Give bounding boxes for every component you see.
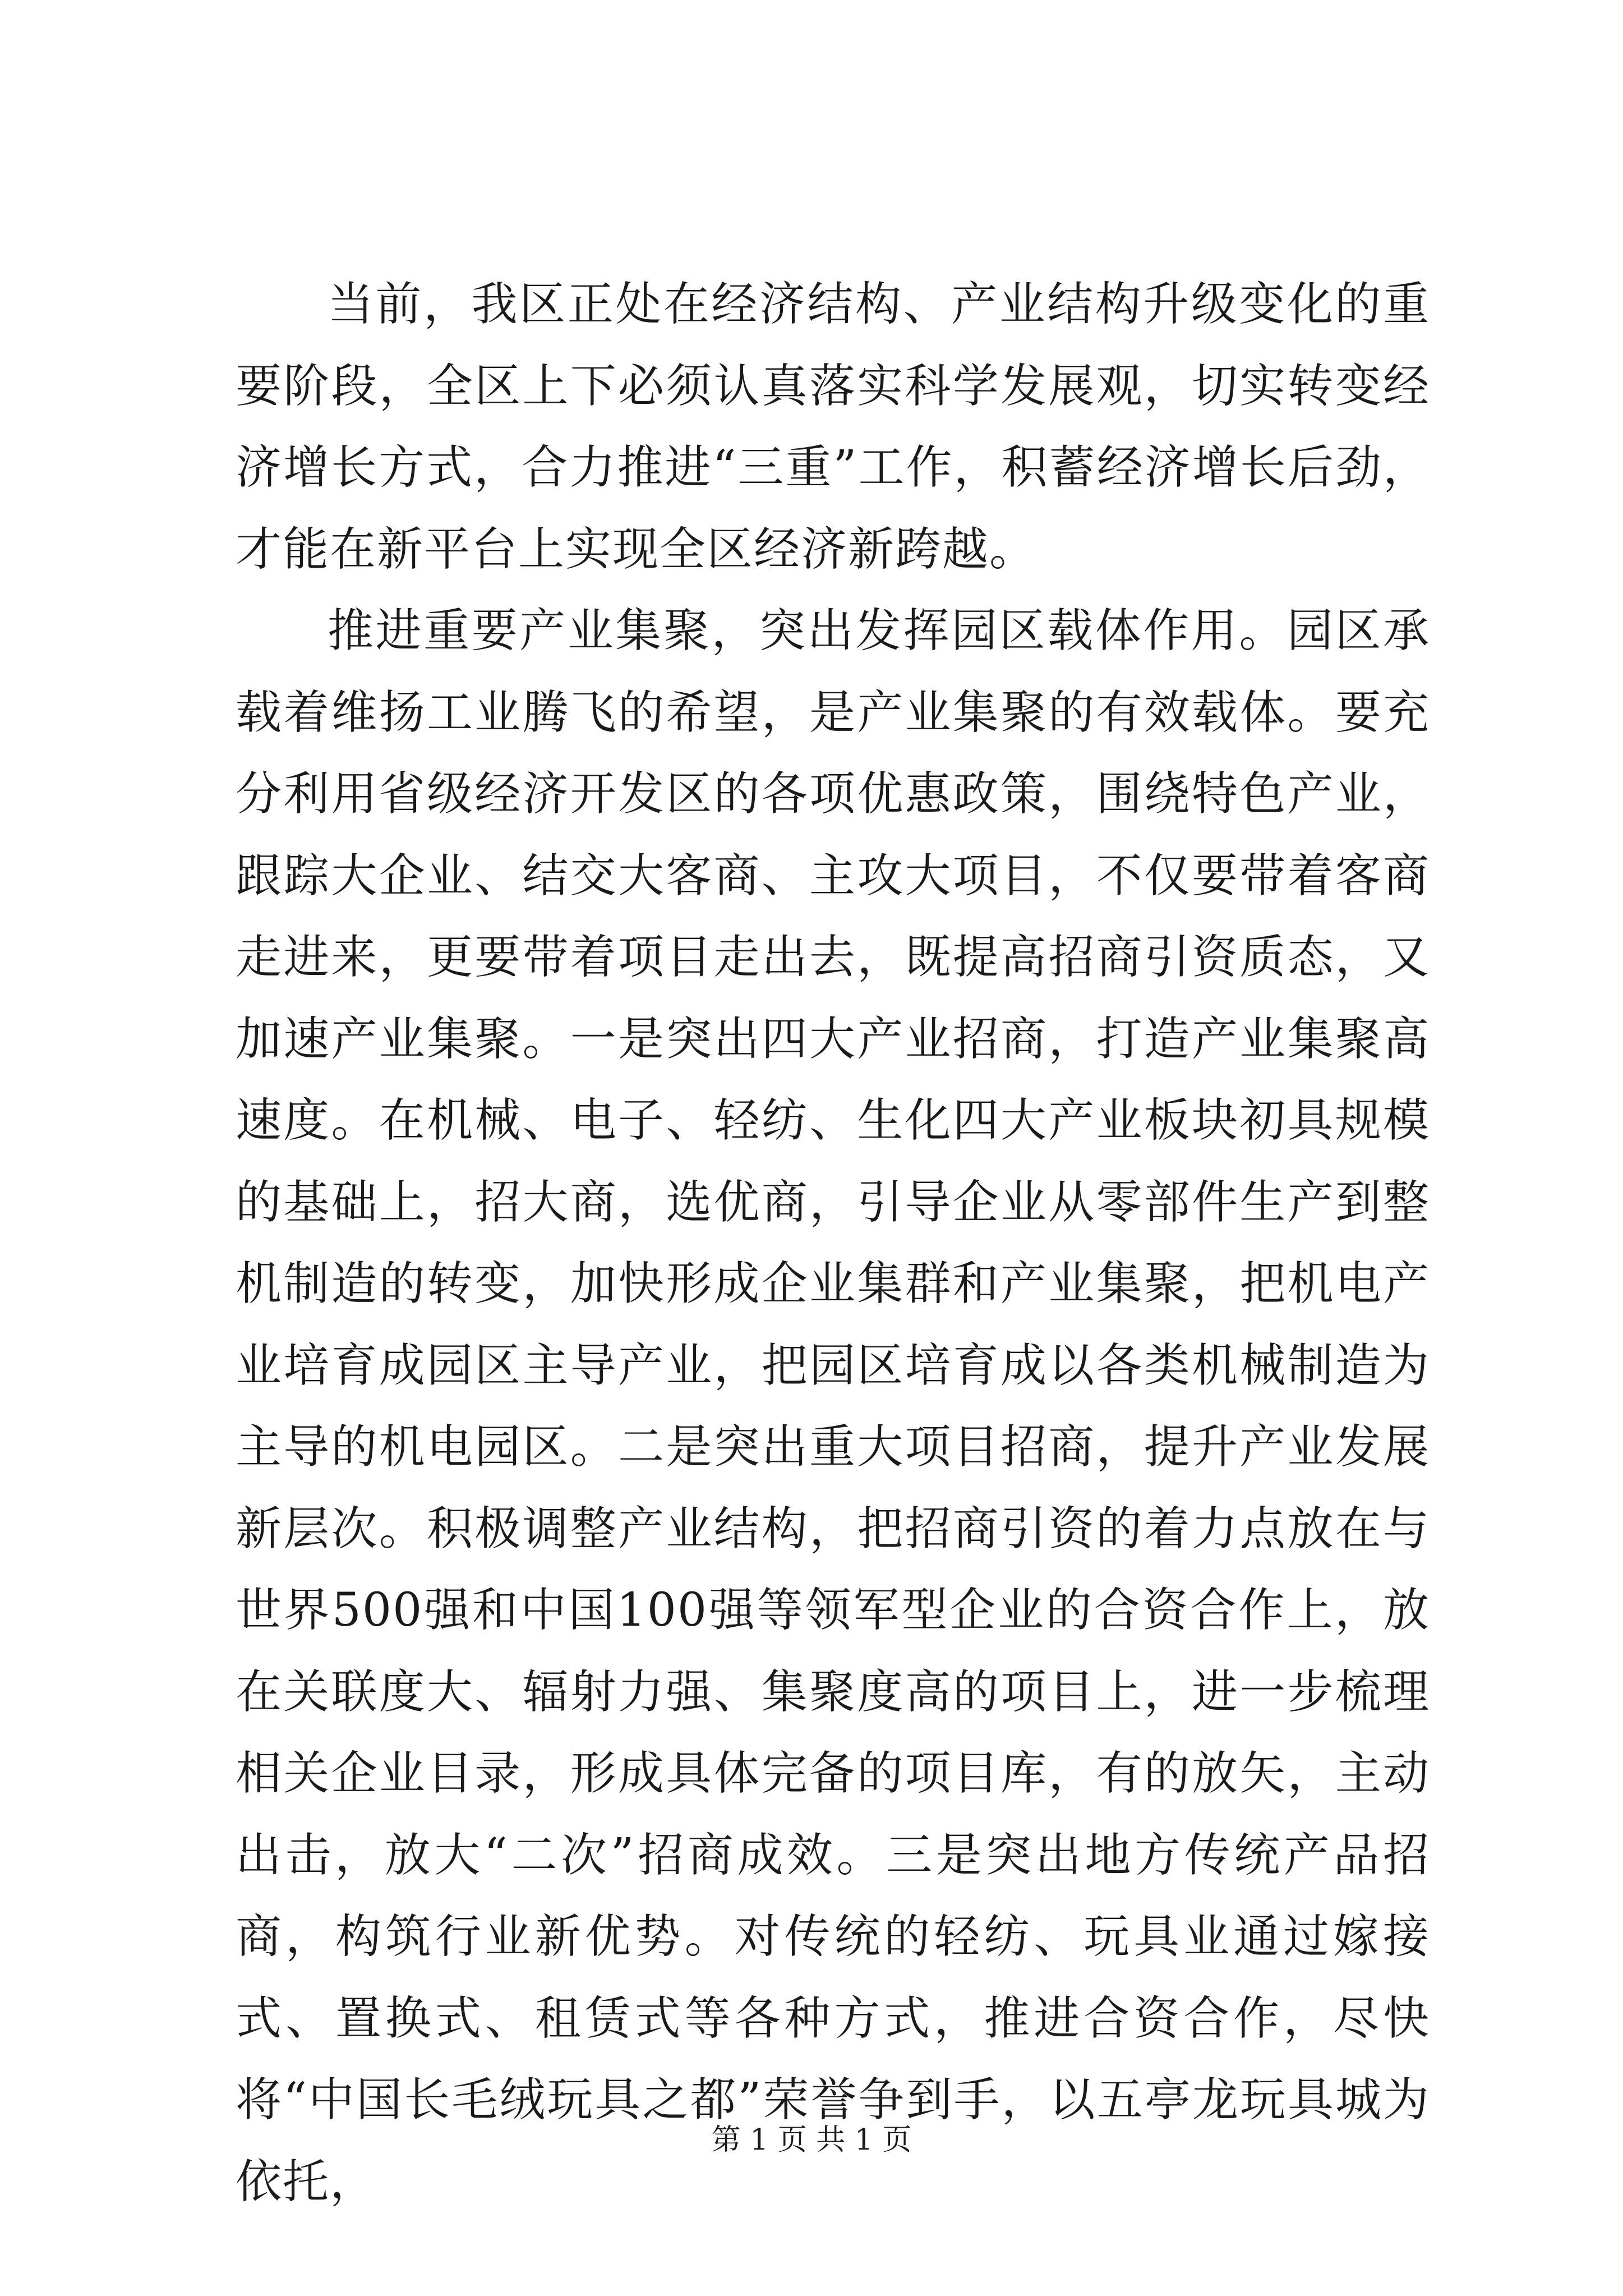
paragraph-industry-cluster: 推进重要产业集聚，突出发挥园区载体作用。园区承载着维扬工业腾飞的希望，是产业集聚的有效载体。要充分利用省级经济开发区的各项优惠政策，围绕特色产业，跟踪大企业、结交大客商、主攻大项目，不仅要带着客商走进来，更要带着项目走出去，既提高招商引资质态，又加速产业集聚。一是突出四大产业招商，打造产业集聚高速度。在机械、电子、轻纺、生化四大产业板块初具规模的基础上，招大商，选优商，引导企业从零部件生产到整机制造的转变，加快形成企业集群和产业集聚，把机电产业培育成园区主导产业，把园区培育成以各类机械制造为主导的机电园区。二是突出重大项目招商，提升产业发展新层次。积极调整产业结构，把招商引资的着力点放在与世界500强和中国100强等领军型企业的合资合作上，放在关联度大、辐射力强、集聚度高的项目上，进一步梳理相关企业目录，形成具体完备的项目库，有的放矢，主动出击，放大“二次”招商成效。三是突出地方传统产品招商，构筑行业新优势。对传统的轻纺、玩具业通过嫁接式、置换式、租赁式等各种方式，推进合资合作，尽快将“中国长毛绒玩具之都”荣誉争到手，以五亭龙玩具城为依托， xyxy=(236,604,1430,2208)
document-body xyxy=(236,264,1430,2223)
paragraph-intro: 当前，我区正处在经济结构、产业结构升级变化的重要阶段，全区上下必须认真落实科学发展观，切实转变经济增长方式，合力推进“三重”工作，积蓄经济增长后劲，才能在新平台上实现全区经济新跨越。 xyxy=(236,278,1430,576)
page-footer: 第 1 页 共 1 页 xyxy=(711,2123,912,2157)
